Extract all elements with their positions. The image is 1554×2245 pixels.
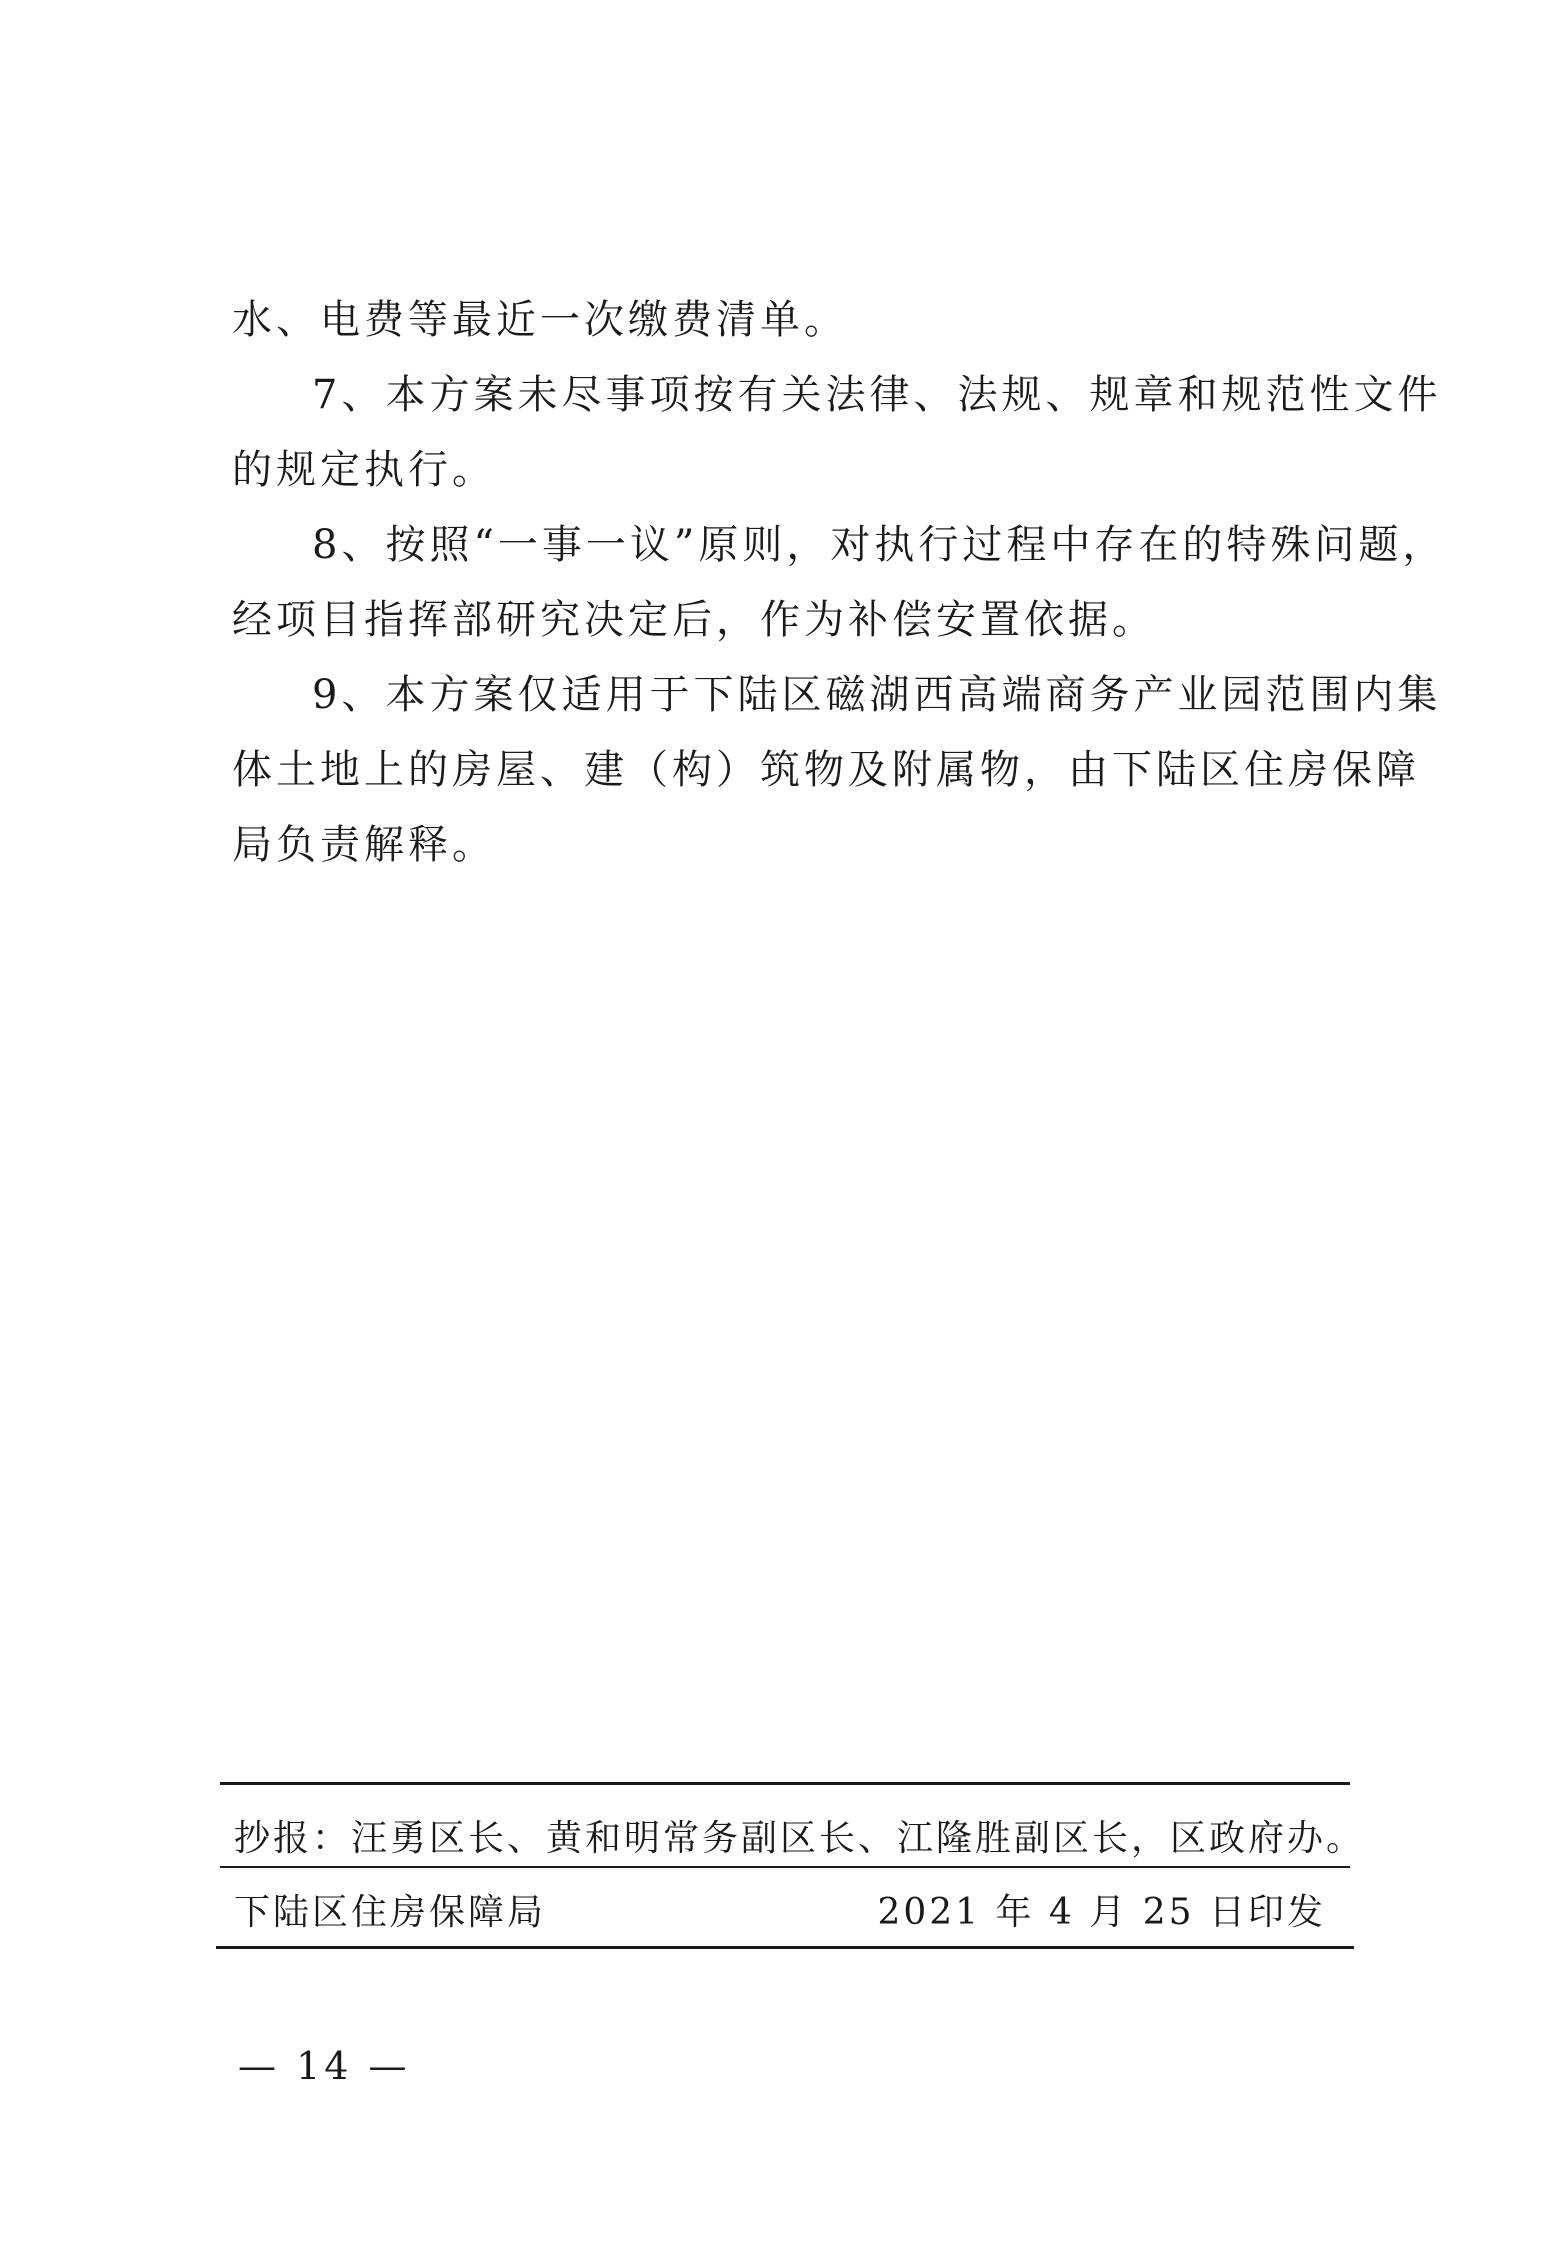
footer-middle-rule [220,1866,1350,1868]
issuing-agency: 下陆区住房保障局 [234,1892,547,1933]
footer-top-rule [220,1782,1350,1785]
issue-date: 2021 年 4 月 25 日印发 [877,1892,1326,1933]
body-line-2: 7、本方案未尽事项按有关法律、法规、规章和规范性文件 [312,372,1442,418]
body-line-3: 的规定执行。 [232,447,496,493]
footer-bottom-rule [216,1946,1354,1949]
body-line-7: 体土地上的房屋、建（构）筑物及附属物，由下陆区住房保障 [232,747,1420,793]
body-line-1: 水、电费等最近一次缴费清单。 [232,297,848,343]
body-line-6: 9、本方案仅适用于下陆区磁湖西高端商务产业园范围内集 [312,672,1442,718]
cc-recipients: 抄报：汪勇区长、黄和明常务副区长、江隆胜副区长，区政府办。 [234,1818,1366,1859]
body-line-4: 8、按照“一事一议”原则，对执行过程中存在的特殊问题， [312,522,1447,568]
page-number: — 14 — [238,2044,411,2088]
body-line-8: 局负责解释。 [232,822,496,868]
body-line-5: 经项目指挥部研究决定后，作为补偿安置依据。 [232,597,1156,643]
